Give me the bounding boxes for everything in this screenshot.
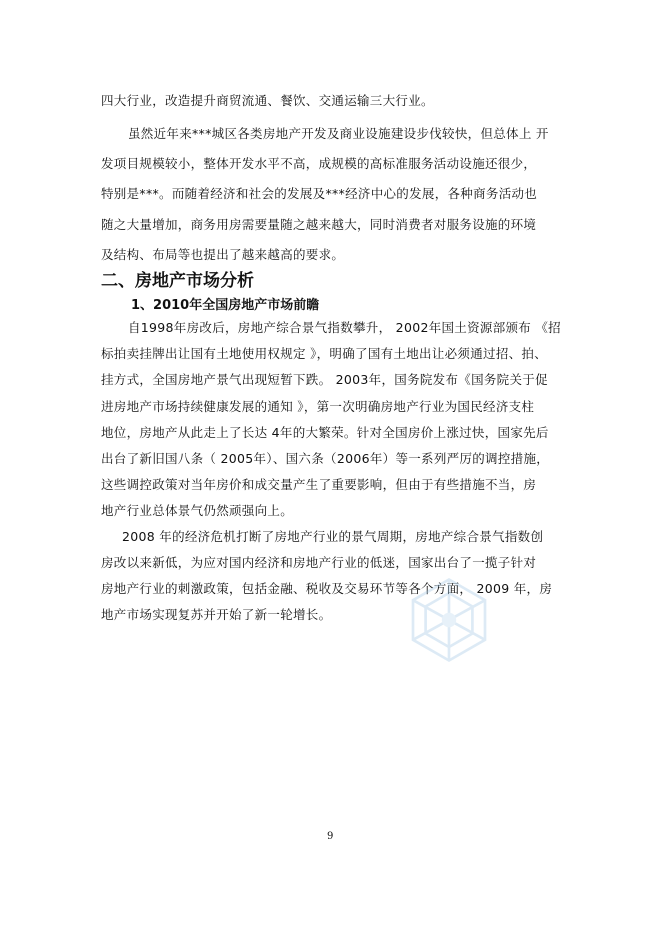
- subsection-heading: 1、2010年全国房地产市场前瞻: [131, 298, 320, 313]
- text-line: 地产行业总体景气仍然顽强向上。: [101, 503, 294, 518]
- page-number: 9: [327, 831, 334, 842]
- text-line: 标拍卖挂牌出让国有土地使用权规定 》，明确了国有土地出让必须通过招、拍、: [101, 346, 548, 361]
- text-line: 四大行业，改造提升商贸流通、餐饮、交通运输三大行业。: [101, 93, 434, 108]
- text-line: 出台了新旧国八条（ 2005年）、国六条（2006年）等一系列严厉的调控措施，: [101, 451, 550, 466]
- text-line: 地位，房地产从此走上了长达 4年的大繁荣。针对全国房价上涨过快，国家先后: [101, 425, 549, 440]
- text-line: 挂方式，全国房地产景气出现短暂下跌。 2003年，国务院发布《国务院关于促: [101, 372, 548, 387]
- text-line: 进房地产市场持续健康发展的通知 》，第一次明确房地产行业为国民经济支柱: [101, 399, 535, 414]
- text-line: 随之大量增加，商务用房需要量随之越来越大，同时消费者对服务设施的环境: [101, 217, 537, 232]
- text-line: 自1998年房改后，房地产综合景气指数攀升， 2002年国土资源部颁布 《招: [128, 320, 561, 335]
- text-line: 房地产行业的刺激政策，包括金融、税收及交易环节等各个方面， 2009 年，房: [101, 581, 553, 596]
- section-heading: 二、房地产市场分析: [101, 271, 254, 291]
- text-line: 及结构、布局等也提出了越来越高的要求。: [101, 247, 345, 262]
- text-line: 发项目规模较小，整体开发水平不高，成规模的高标准服务活动设施还很少，: [101, 156, 537, 171]
- text-line: 2008 年的经济危机打断了房地产行业的景气周期，房地产综合景气指数创: [122, 529, 544, 544]
- snowflake-watermark-icon: [404, 575, 494, 665]
- text-line: 房改以来新低，为应对国内经济和房地产行业的低迷，国家出台了一揽子针对: [101, 555, 537, 570]
- text-line: 地产市场实现复苏并开始了新一轮增长。: [101, 607, 332, 622]
- text-line: 特别是***。而随着经济和社会的发展及***经济中心的发展，各种商务活动也: [101, 186, 538, 201]
- text-line: 这些调控政策对当年房价和成交量产生了重要影响，但由于有些措施不当，房: [101, 477, 537, 492]
- text-line: 虽然近年来***城区各类房地产开发及商业设施建设步伐较快，但总体上 开: [128, 126, 549, 141]
